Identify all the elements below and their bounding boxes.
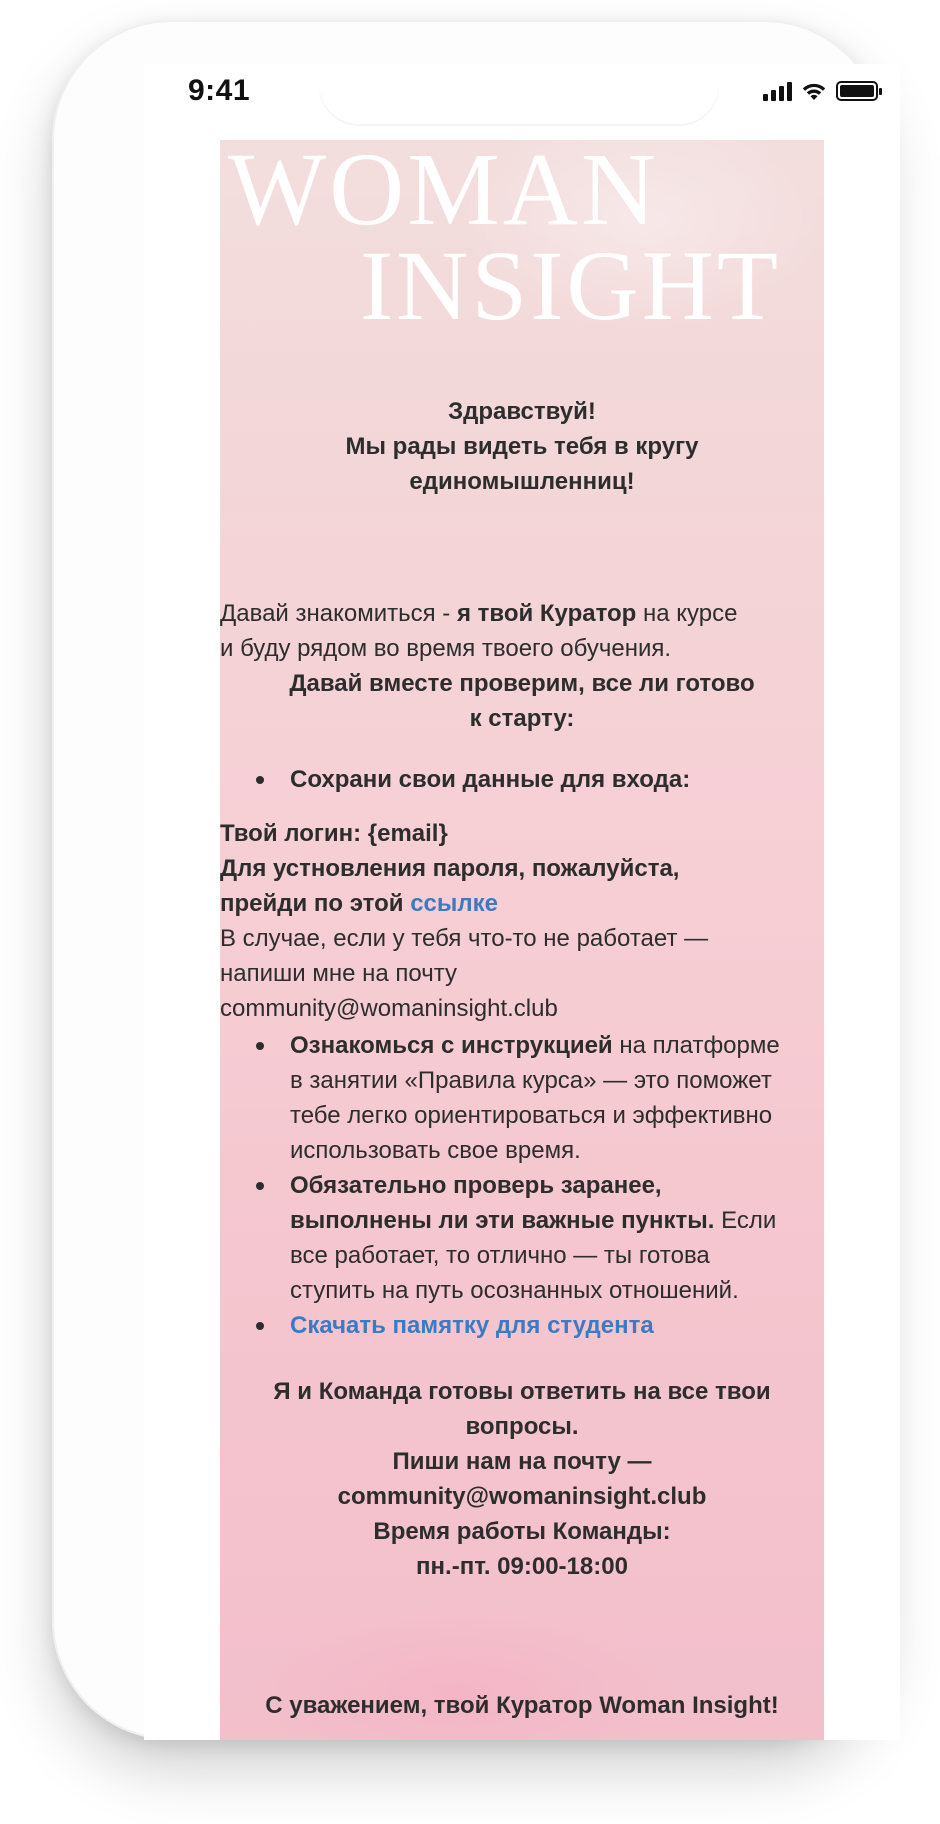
instructions-text: на платформе [612,1032,780,1059]
password-link-prefix: прейди по этой [220,890,411,917]
password-instruction: Для устновления пароля, пожалуйста, [220,855,680,882]
intro-text: Давай знакомиться - [220,600,457,627]
status-time: 9:41 [188,74,251,107]
intro-line-1 [220,596,824,631]
greeting-line-1: Здравствуй! [448,398,596,425]
help-line-2: напиши мне на почту [220,960,457,987]
cellular-signal-icon [763,81,792,101]
screen [144,64,900,1740]
status-icons [763,80,878,102]
help-line-1: В случае, если у тебя что-то не работает — [220,925,709,952]
phone-frame [52,20,884,1740]
greeting-line-3: единомышленниц! [409,468,635,495]
check-text: Если [714,1207,777,1234]
logo-line-1: WOMAN [228,132,659,247]
list-item-content [290,1168,776,1308]
check-emphasis: выполнены ли эти важные пункты. [290,1207,715,1234]
team-contacts [220,1374,824,1584]
signature: С уважением, твой Куратор Woman Insight! [265,1692,779,1719]
battery-icon [836,81,878,101]
bullet-dot [256,1182,264,1190]
greeting-line-2: Мы рады видеть тебя в кругу [345,433,699,460]
check-line-4: ступить на путь осознанных отношений. [290,1277,739,1304]
logo-line-2: INSIGHT [360,230,781,341]
team-line-2: вопросы. [465,1413,579,1440]
instructions-line-1 [290,1028,780,1063]
instructions-emphasis: Ознакомься с инструкцией [290,1032,613,1059]
check-line-3: все работает, то отлично — ты готова [290,1242,710,1269]
bullet-dot [256,1322,264,1330]
bullet-dot [256,1042,264,1050]
email-body [220,132,824,1740]
intro-text-end: на курсе [636,600,738,627]
login-block [220,816,824,1026]
greeting [220,394,824,499]
wifi-icon [800,80,828,102]
login-line: Твой логин: {email} [220,820,448,847]
team-hours-label: Время работы Команды: [373,1518,671,1545]
team-email[interactable]: community@womaninsight.club [337,1483,707,1510]
team-line-3: Пиши нам на почту — [392,1448,652,1475]
support-email[interactable]: community@womaninsight.club [220,995,558,1022]
woman-insight-logo [220,132,824,341]
bullet-dot [256,776,264,784]
check-line-2 [290,1203,776,1238]
intro-line-2: и буду рядом во время твоего обучения. [220,635,672,662]
check-heading-line-2: к старту: [469,705,575,732]
instructions-line-3: тебе легко ориентироваться и эффективно [290,1102,773,1129]
status-bar [144,64,900,124]
team-hours: пн.-пт. 09:00-18:00 [416,1553,628,1580]
notch [319,64,719,124]
password-link-line [220,886,824,921]
check-heading-line-1: Давай вместе проверим, все ли готово [289,670,755,697]
list-item-content [290,1028,780,1168]
intro-paragraph [220,596,824,666]
curator-emphasis: я твой Куратор [456,600,637,627]
team-line-1: Я и Команда готовы ответить на все твои [273,1378,771,1405]
list-item-label: Сохрани свои данные для входа: [290,766,691,793]
password-link[interactable]: ссылке [410,890,498,917]
download-memo-link[interactable]: Скачать памятку для студента [290,1312,654,1339]
instructions-line-4: использовать свое время. [290,1137,581,1164]
instructions-line-2: в занятии «Правила курса» — это поможет [290,1067,772,1094]
check-line-1: Обязательно проверь заранее, [290,1172,662,1199]
check-heading [220,666,824,736]
